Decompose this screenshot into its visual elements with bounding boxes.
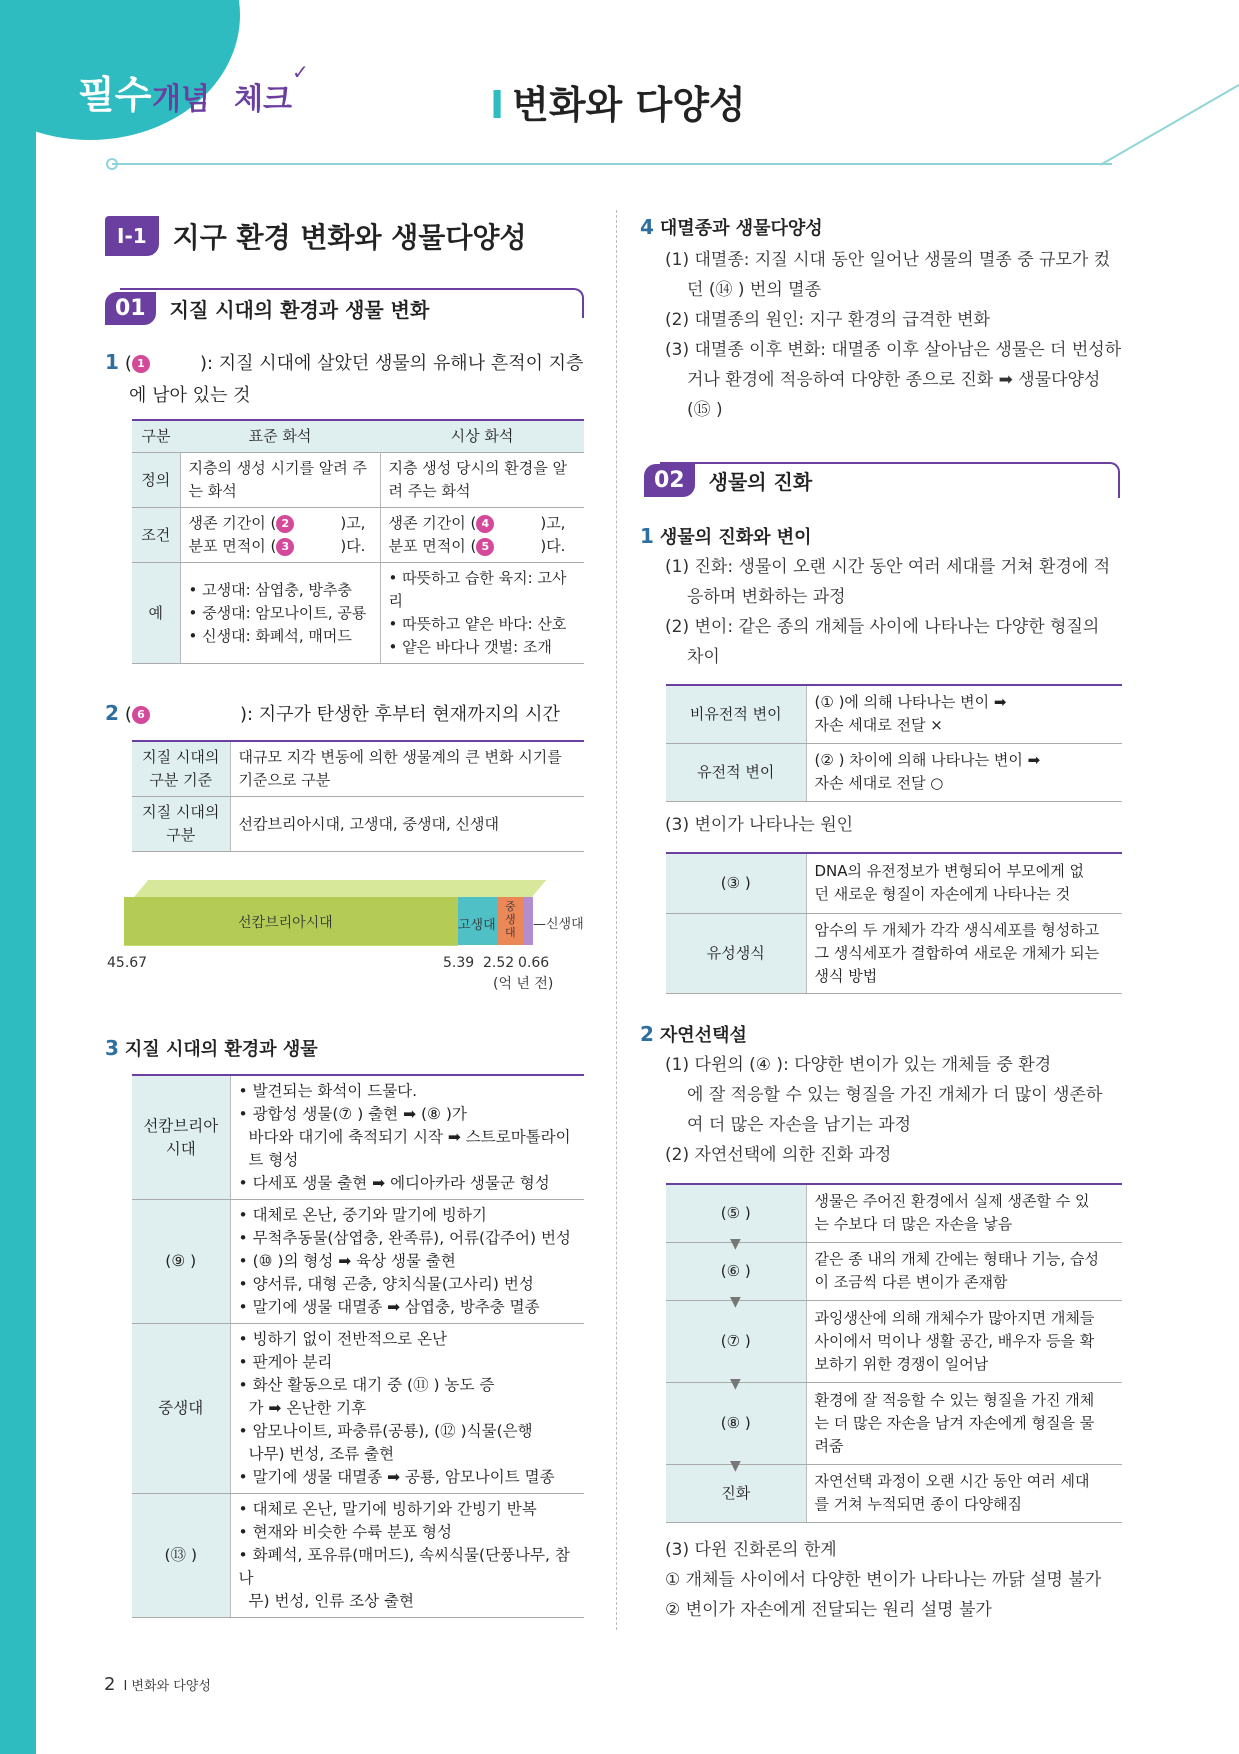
chapter-title: 지구 환경 변화와 생물다양성 — [172, 221, 527, 254]
brand-word-1: 필수 — [78, 73, 152, 117]
r1q: 1 생물의 진화와 변이 — [640, 524, 812, 548]
chapter-heading — [105, 215, 527, 257]
label-precambrian: 선캄브리아시대 — [238, 915, 333, 931]
down-arrow-icon: ▼ — [730, 1376, 741, 1392]
geologic-division-table: 지질 시대의 구분 기준 대규모 지각 변동에 의한 생물계의 큰 변화 시기를 기준으로 구분 지질 시대의 구분 선캄브리아시대, 고생대, 중생대, 신생대 — [132, 740, 584, 852]
q3: 3 지질 시대의 환경과 생물 — [105, 1036, 318, 1060]
tick-1: 45.67 — [107, 955, 148, 971]
variation-cause-table: (③ ) DNA의 유전정보가 변형되어 부모에게 없 던 새로운 형질이 자손에게 나타나는 것 유성생식 암수의 두 개체가 각각 생식세포를 형성하고 그 생식세포가 결합하여 새로운 개체가 되는 생식 방법 — [666, 852, 1122, 994]
page-footer: 2 I 변화와 다양성 — [104, 1674, 211, 1695]
section-02: 02 생물의 진화 — [644, 458, 812, 502]
q2: 2 ( 6 ): 지구가 탄생한 후부터 현재까지의 시간 — [105, 701, 560, 725]
column-divider — [616, 210, 617, 1630]
r1q-body: (1) 진화: 생물이 오랜 시간 동안 여러 세대를 거쳐 환경에 적 응하며 변화하는 과정 (2) 변이: 같은 종의 개체들 사이에 나타나는 다양한 형질의 차이 — [665, 557, 1111, 667]
label-paleozoic: 고생대 — [458, 918, 496, 933]
side-stripe — [0, 0, 36, 1754]
tick-2: 5.39 — [443, 955, 475, 971]
q1: 1 ( 1 ): 지질 시대에 살았던 생물의 유해나 흔적이 지층 에 남아 있는 것 — [105, 350, 584, 406]
header-line-diagonal — [1100, 84, 1239, 166]
check-icon: ✓ — [292, 60, 309, 84]
section-01: 01 지질 시대의 환경과 생물 변화 — [105, 286, 429, 330]
down-arrow-icon: ▼ — [730, 1458, 741, 1474]
tick-4: 0.66 — [518, 955, 550, 971]
brand-word-2: 개념 — [152, 82, 210, 117]
unit: (억 년 전) — [493, 976, 554, 992]
cenozoic-bar — [523, 897, 533, 945]
q4-body: (1) 대멸종: 지질 시대 동안 일어난 생물의 멸종 중 규모가 컸 던 (⑭ ) 번의 멸종 (2) 대멸종의 원인: 지구 환경의 급격한 변화 (3) 대멸종 이후 변화: 대멸종 이후 살아남은 생물은 더 번성하 거나 환경에 적응하여 다양한 종으로 진화 ➡ 생물다양성 (⑮ ) — [665, 250, 1122, 420]
r2q-body: (1) 다윈의 (④ ): 다양한 변이가 있는 개체들 중 환경 에 잘 적응할 수 있는 형질을 가진 개체가 더 많이 생존하 여 더 많은 자손을 남기는 과정 (2) 자연선택에 의한 진화 과정 — [665, 1055, 1103, 1165]
chapter-code: I-1 — [105, 216, 159, 256]
down-arrow-icon: ▼ — [730, 1236, 741, 1252]
variation-table: 비유전적 변이 (① )에 의해 나타나는 변이 ➡ 자손 세대로 전달 × 유전적 변이 (② ) 차이에 의해 나타나는 변이 ➡ 자손 세대로 전달 ○ — [666, 684, 1122, 802]
fossil-table: 구분 표준 화석 시상 화석 정의 지층의 생성 시기를 알려 주는 화석 지층 생성 당시의 환경을 알려 주는 화석 조건 생존 기간이 ( 2 )고, 분포 면적이 ( 3 )다. 생존 기간이 ( 4 )고, 분포 면적이 ( 5 )다. 예 • 고생대: 삼엽충, 방추충 • 중생대: 암모나이트, 공룡 • 신생대: 화폐석, 매머드 • 따뜻하고 습한 육지: 고사리 • 따뜻하고 얕은 바다: 산호 • 얕은 바다나 갯벌: 조개 — [132, 419, 584, 664]
page-title: I 변화와 다양성 — [490, 83, 746, 127]
label-mesozoic: 중생대 — [505, 900, 516, 939]
r1q3: (3) 변이가 나타나는 원인 — [665, 815, 854, 835]
brand-word-3: 체크 — [234, 82, 292, 117]
r2q3: (3) 다윈 진화론의 한계 ① 개체들 사이에서 다양한 변이가 나타나는 까닭 설명 불가 ② 변이가 자손에게 전달되는 원리 설명 불가 — [665, 1540, 1102, 1620]
eras-table: 선캄브리아 시대 • 발견되는 화석이 드물다. • 광합성 생물(⑦ ) 출현 ➡ (⑧ )가 바다와 대기에 축적되기 시작 ➡ 스트로마톨라이 트 형성 • 다세포 생물 출현 ➡ 에디아카라 생물군 형성 (⑨ ) • 대체로 온난, 중기와 말기에 빙하기 • 무척추동물(삼엽충, 완족류), 어류(갑주어) 번성 • (⑩ )의 형성 ➡ 육상 생물 출현 • 양서류, 대형 곤충, 양치식물(고사리) 번성 • 말기에 생물 대멸종 ➡ 삼엽충, 방추충 멸종 중생대 • 빙하기 없이 전반적으로 온난 • 판게아 분리 • 화산 활동으로 대기 중 (⑪ ) 농도 증 가 ➡ 온난한 기후 • 암모나이트, 파충류(공룡), (⑫ )식물(은행 나무) 번성, 조류 출현 • 말기에 생물 대멸종 ➡ 공룡, 암모나이트 멸종 (⑬ ) • 대체로 온난, 말기에 빙하기와 간빙기 반복 • 현재와 비슷한 수륙 분포 형성 • 화폐석, 포유류(매머드), 속씨식물(단풍나무, 참나 무) 번성, 인류 조상 출현 — [132, 1074, 584, 1618]
label-cenozoic: —신생대 — [533, 917, 584, 932]
down-arrow-icon: ▼ — [730, 1294, 741, 1310]
header-line — [112, 163, 1112, 165]
natural-selection-table: (⑤ ) 생물은 주어진 환경에서 실제 생존할 수 있 는 수보다 더 많은 자손을 낳음 (⑥ ) 같은 종 내의 개체 간에는 형태나 기능, 습성 이 조금씩 다른 변이가 존재함 (⑦ ) 과잉생산에 의해 개체수가 많아지면 개체들 사이에서 먹이나 생활 공간, 배우자 등을 확 보하기 위한 경쟁이 일어남 (⑧ ) 환경에 잘 적응할 수 있는 형질을 가진 개체 는 더 많은 자손을 남겨 자손에게 형질을 물 려줌 진화 자연선택 과정이 오랜 시간 동안 여러 세대 를 거쳐 누적되면 종이 다양해짐 — [666, 1183, 1122, 1523]
q4: 4 대멸종과 생물다양성 — [640, 215, 823, 239]
tick-3: 2.52 — [483, 955, 515, 971]
r2q: 2 자연선택설 — [640, 1022, 747, 1046]
